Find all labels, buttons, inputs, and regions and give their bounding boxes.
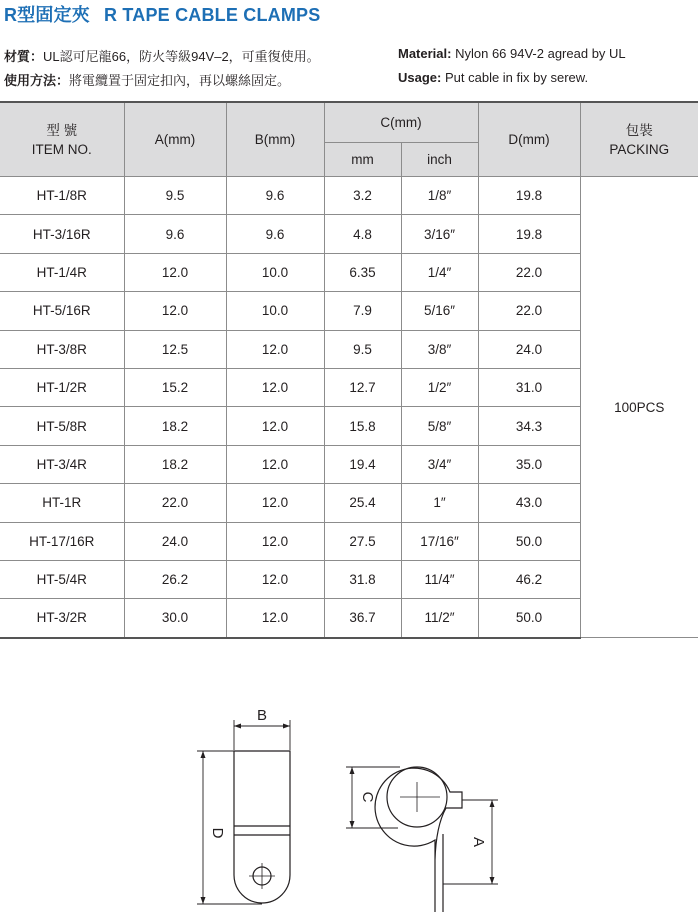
cell-d: 22.0 [478,292,580,330]
label-a: A [470,836,487,848]
usage-en-label: Usage: [398,70,442,85]
cell-item: HT-5/4R [0,560,124,598]
header-a: A(mm) [124,102,226,177]
header-packing-cn: 包裝 [625,122,653,138]
cell-c-inch: 1/2″ [401,368,478,406]
header-c-mm: mm [324,143,401,177]
dimension-d-arrow-bottom [201,897,206,904]
cell-c-mm: 27.5 [324,522,401,560]
cell-packing: 100PCS [580,177,698,638]
usage-cn-label: 使用方法： [4,73,70,88]
cell-b: 12.0 [226,560,324,598]
cell-c-inch: 17/16″ [401,522,478,560]
cell-b: 9.6 [226,215,324,253]
cell-d: 22.0 [478,253,580,291]
dimension-b-arrow-left [234,724,241,729]
material-en-value: Nylon 66 94V-2 agread by UL [455,46,626,61]
cell-d: 31.0 [478,368,580,406]
cell-item: HT-5/8R [0,407,124,445]
cell-c-mm: 7.9 [324,292,401,330]
cell-b: 10.0 [226,253,324,291]
cell-b: 9.6 [226,177,324,215]
header-c: C(mm) [324,102,478,143]
cell-a: 9.5 [124,177,226,215]
cell-a: 18.2 [124,445,226,483]
cell-a: 24.0 [124,522,226,560]
cell-c-mm: 9.5 [324,330,401,368]
cell-c-mm: 25.4 [324,484,401,522]
cell-a: 26.2 [124,560,226,598]
usage-en-value: Put cable in fix by serew. [444,70,589,85]
material-cn-label: 材質： [4,49,44,64]
label-c: C [359,791,376,803]
dimension-c-arrow-top [350,767,355,774]
cell-c-inch: 11/4″ [401,560,478,598]
cell-c-inch: 3/4″ [401,445,478,483]
header-c-inch: inch [401,143,478,177]
dimension-a-arrow-top [490,800,495,807]
cell-c-mm: 36.7 [324,599,401,638]
cell-item: HT-3/8R [0,330,124,368]
cell-item: HT-1/4R [0,253,124,291]
cell-a: 12.5 [124,330,226,368]
cell-d: 46.2 [478,560,580,598]
cell-c-mm: 4.8 [324,215,401,253]
cell-item: HT-1/2R [0,368,124,406]
cell-a: 22.0 [124,484,226,522]
cell-d: 19.8 [478,177,580,215]
cell-a: 9.6 [124,215,226,253]
cell-a: 15.2 [124,368,226,406]
side-view [375,767,462,912]
cell-item: HT-3/16R [0,215,124,253]
cell-a: 18.2 [124,407,226,445]
header-item-en: ITEM NO. [31,141,92,157]
title-cn: R型固定夾 [4,5,90,25]
cell-item: HT-3/2R [0,599,124,638]
dimension-d-arrow-top [201,751,206,758]
header-packing-en: PACKING [609,141,670,157]
cell-b: 12.0 [226,407,324,445]
cell-c-mm: 3.2 [324,177,401,215]
cell-a: 30.0 [124,599,226,638]
cell-a: 12.0 [124,292,226,330]
cell-c-mm: 19.4 [324,445,401,483]
title-en: R TAPE CABLE CLAMPS [104,5,321,25]
cell-b: 12.0 [226,484,324,522]
cell-c-inch: 5/8″ [401,407,478,445]
cell-c-inch: 3/16″ [401,215,478,253]
cell-item: HT-3/4R [0,445,124,483]
dimension-a-arrow-bottom [490,877,495,884]
cell-c-mm: 15.8 [324,407,401,445]
cell-c-mm: 12.7 [324,368,401,406]
label-b: B [256,707,268,724]
front-view [234,751,290,903]
cell-item: HT-1R [0,484,124,522]
dimension-d [197,751,262,904]
cell-c-mm: 31.8 [324,560,401,598]
cell-c-inch: 5/16″ [401,292,478,330]
material-en-label: Material: [398,46,452,61]
cell-d: 50.0 [478,599,580,638]
cell-c-inch: 1″ [401,484,478,522]
cell-d: 19.8 [478,215,580,253]
header-b: B(mm) [226,102,324,177]
cell-c-inch: 11/2″ [401,599,478,638]
cell-d: 50.0 [478,522,580,560]
cell-c-mm: 6.35 [324,253,401,291]
usage-cn-value: 將電纜置于固定扣內，再以螺絲固定。 [69,73,291,88]
cell-b: 12.0 [226,599,324,638]
header-d: D(mm) [478,102,580,177]
cell-item: HT-5/16R [0,292,124,330]
header-item-cn: 型 號 [46,122,78,138]
cell-item: HT-17/16R [0,522,124,560]
cell-d: 35.0 [478,445,580,483]
cell-a: 12.0 [124,253,226,291]
cell-b: 12.0 [226,522,324,560]
cell-d: 24.0 [478,330,580,368]
dimension-b [234,720,290,750]
cell-b: 10.0 [226,292,324,330]
material-cn-value: UL認可尼龍66，防火等級94V–2，可重復使用。 [43,49,320,64]
cell-d: 34.3 [478,407,580,445]
dimension-b-arrow-right [283,724,290,729]
label-d: D [209,827,226,839]
cell-item: HT-1/8R [0,177,124,215]
cell-d: 43.0 [478,484,580,522]
cell-c-inch: 1/8″ [401,177,478,215]
cell-c-inch: 1/4″ [401,253,478,291]
cell-b: 12.0 [226,330,324,368]
dimension-c-arrow-bottom [350,821,355,828]
cell-b: 12.0 [226,368,324,406]
cell-c-inch: 3/8″ [401,330,478,368]
cell-b: 12.0 [226,445,324,483]
